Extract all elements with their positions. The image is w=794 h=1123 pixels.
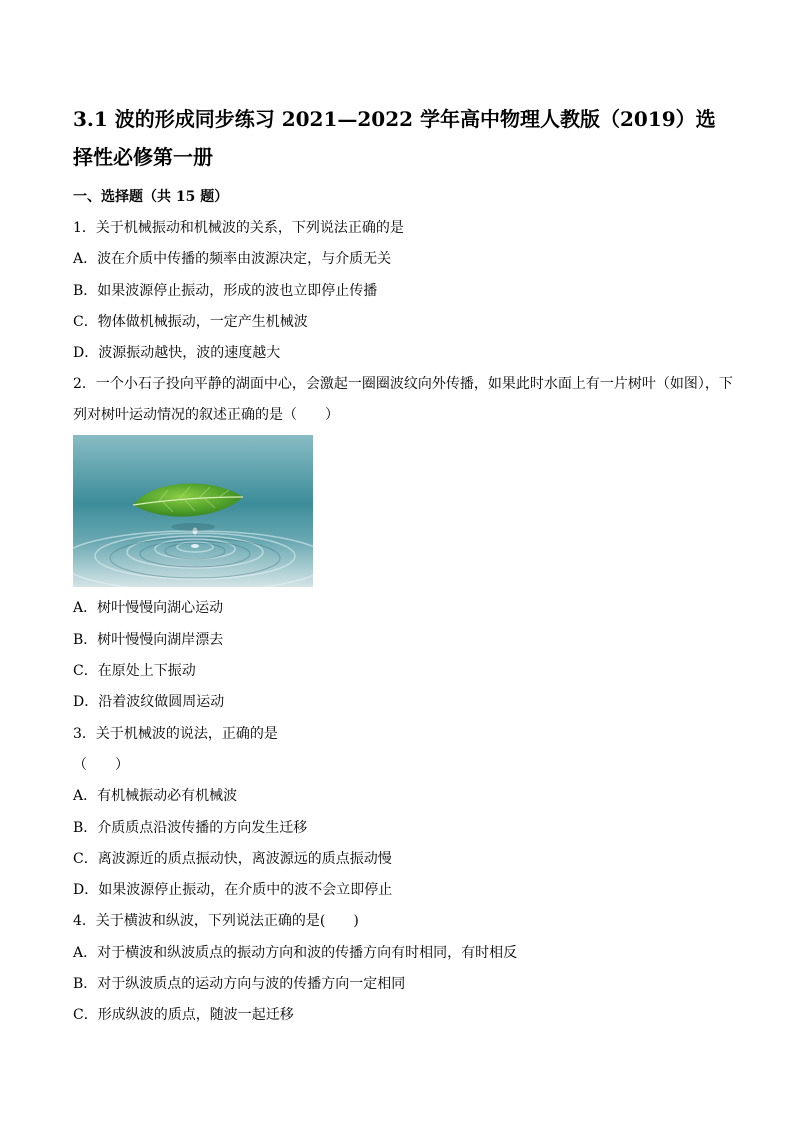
question-2-option-a[interactable]: A．树叶慢慢向湖心运动 bbox=[73, 600, 224, 617]
question-3-option-a[interactable]: A．有机械振动必有机械波 bbox=[73, 788, 238, 805]
question-3-stem: 3．关于机械波的说法，正确的是 bbox=[73, 725, 278, 742]
question-2-option-d[interactable]: D．沿着波纹做圆周运动 bbox=[73, 694, 225, 711]
leaf-on-water-image bbox=[73, 435, 313, 587]
question-1-option-b[interactable]: B．如果波源停止振动，形成的波也立即停止传播 bbox=[73, 282, 378, 299]
question-3-option-d[interactable]: D．如果波源停止振动，在介质中的波不会立即停止 bbox=[73, 882, 393, 899]
question-4-option-c[interactable]: C．形成纵波的质点，随波一起迁移 bbox=[73, 1007, 294, 1024]
question-3-stem-cont: （ ） bbox=[73, 756, 129, 773]
question-1-option-a[interactable]: A．波在介质中传播的频率由波源决定，与介质无关 bbox=[73, 251, 392, 268]
question-4-option-b[interactable]: B．对于纵波质点的运动方向与波的传播方向一定相同 bbox=[73, 976, 406, 993]
question-3-option-c[interactable]: C．离波源近的质点振动快，离波源远的质点振动慢 bbox=[73, 850, 392, 867]
question-1-stem: 1．关于机械振动和机械波的关系，下列说法正确的是 bbox=[73, 220, 404, 236]
section-heading: 一、选择题（共 15 题） bbox=[73, 189, 229, 205]
question-4-stem: 4．关于横波和纵波，下列说法正确的是( ) bbox=[73, 913, 359, 930]
question-4-option-a[interactable]: A．对于横波和纵波质点的振动方向和波的传播方向有时相同，有时相反 bbox=[73, 944, 518, 961]
question-2-stem: 2．一个小石子投向平静的湖面中心，会激起一圈圈波纹向外传播，如果此时水面上有一片树叶（如图），下列对树叶运动情况的叙述正确的是（ ） bbox=[73, 376, 733, 424]
document-page bbox=[73, 100, 733, 1032]
question-1-option-c[interactable]: C．物体做机械振动，一定产生机械波 bbox=[73, 313, 308, 330]
document-title: 3.1 波的形成同步练习 2021—2022 学年高中物理人教版（2019）选择性必修第一册 bbox=[73, 107, 716, 169]
question-3-option-b[interactable]: B．介质质点沿波传播的方向发生迁移 bbox=[73, 819, 308, 836]
question-1-option-d[interactable]: D．波源振动越快，波的速度越大 bbox=[73, 345, 281, 362]
question-2-option-b[interactable]: B．树叶慢慢向湖岸漂去 bbox=[73, 631, 224, 648]
question-2-option-c[interactable]: C．在原处上下振动 bbox=[73, 663, 196, 680]
